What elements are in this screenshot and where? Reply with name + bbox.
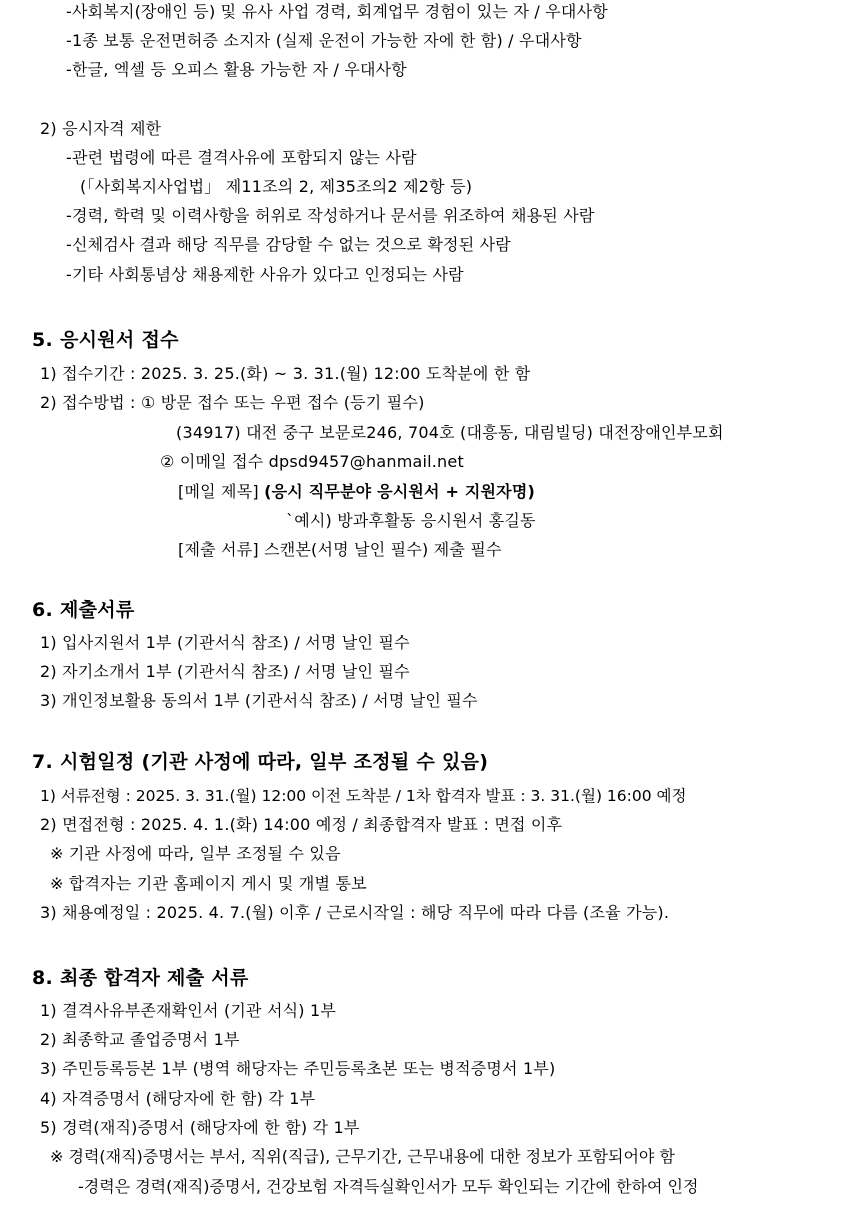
schedule-item: 1) 서류전형 : 2025. 3. 31.(월) 12:00 이전 도착분 / 1차 합격자 발표 : 3. 31.(월) 16:00 예정: [40, 787, 687, 805]
restriction-line: -신체검사 결과 해당 직무를 감당할 수 없는 것으로 확정된 사람: [66, 235, 511, 254]
application-email: ② 이메일 접수 dpsd9457@hanmail.net: [160, 452, 464, 471]
restrictions-title: 2) 응시자격 제한: [40, 119, 162, 138]
mail-subject-value: (응시 직무분야 응시원서 + 지원자명): [264, 482, 535, 501]
application-period: 1) 접수기간 : 2025. 3. 25.(화) ~ 3. 31.(월) 12:00 도착분에 한 함: [40, 364, 531, 383]
final-document-item: 1) 결격사유부존재확인서 (기관 서식) 1부: [40, 1001, 337, 1020]
restriction-line: -기타 사회통념상 채용제한 사유가 있다고 인정되는 사람: [66, 265, 464, 284]
mail-subject-label: [메일 제목]: [178, 482, 259, 501]
document-item: 2) 자기소개서 1부 (기관서식 참조) / 서명 날인 필수: [40, 662, 410, 681]
mail-subject-line: [178, 482, 535, 502]
application-method: 2) 접수방법 : ① 방문 접수 또는 우편 접수 (등기 필수): [40, 393, 425, 412]
section-7-title: 7. 시험일정 (기관 사정에 따라, 일부 조정될 수 있음): [32, 751, 489, 773]
final-document-note: ※ 경력(재직)증명서는 부서, 직위(직급), 근무기간, 근무내용에 대한 정보가 포함되어야 함: [50, 1147, 675, 1166]
section-6-title: 6. 제출서류: [32, 599, 135, 621]
schedule-item: 3) 채용예정일 : 2025. 4. 7.(월) 이후 / 근로시작일 : 해당 직무에 따라 다름 (조율 가능).: [40, 903, 670, 922]
submission-docs: [제출 서류] 스캔본(서명 날인 필수) 제출 필수: [178, 540, 502, 559]
mail-example: `예시) 방과후활동 응시원서 홍길동: [286, 511, 536, 530]
final-document-item: 2) 최종학교 졸업증명서 1부: [40, 1030, 240, 1049]
preference-line: -한글, 엑셀 등 오피스 활용 가능한 자 / 우대사항: [66, 60, 407, 79]
preference-line: -1종 보통 운전면허증 소지자 (실제 운전이 가능한 자에 한 함) / 우대사항: [66, 31, 582, 50]
final-document-item: 4) 자격증명서 (해당자에 한 함) 각 1부: [40, 1089, 316, 1108]
final-document-item: 3) 주민등록등본 1부 (병역 해당자는 주민등록초본 또는 병적증명서 1부): [40, 1059, 556, 1078]
final-document-item: 5) 경력(재직)증명서 (해당자에 한 함) 각 1부: [40, 1118, 360, 1137]
final-document-note: -경력은 경력(재직)증명서, 건강보험 자격득실확인서가 모두 확인되는 기간에 한하여 인정: [78, 1177, 699, 1196]
schedule-item: 2) 면접전형 : 2025. 4. 1.(화) 14:00 예정 / 최종합격자 발표 : 면접 이후: [40, 815, 563, 834]
application-address: (34917) 대전 중구 보문로246, 704호 (대흥동, 대림빌딩) 대전장애인부모회: [176, 423, 724, 442]
document-item: 3) 개인정보활용 동의서 1부 (기관서식 참조) / 서명 날인 필수: [40, 691, 478, 710]
document-item: 1) 입사지원서 1부 (기관서식 참조) / 서명 날인 필수: [40, 633, 410, 652]
preference-line: -사회복지(장애인 등) 및 유사 사업 경력, 회계업무 경험이 있는 자 / 우대사항: [66, 2, 608, 21]
section-5-title: 5. 응시원서 접수: [32, 329, 179, 351]
restriction-line: -경력, 학력 및 이력사항을 허위로 작성하거나 문서를 위조하여 채용된 사람: [66, 206, 595, 225]
schedule-note: ※ 기관 사정에 따라, 일부 조정될 수 있음: [50, 844, 341, 863]
restriction-line: (「사회복지사업법」 제11조의 2, 제35조의2 제2항 등): [80, 177, 473, 196]
restriction-line: -관련 법령에 따른 결격사유에 포함되지 않는 사람: [66, 148, 417, 167]
section-8-title: 8. 최종 합격자 제출 서류: [32, 967, 249, 989]
schedule-note: ※ 합격자는 기관 홈페이지 게시 및 개별 통보: [50, 874, 367, 893]
